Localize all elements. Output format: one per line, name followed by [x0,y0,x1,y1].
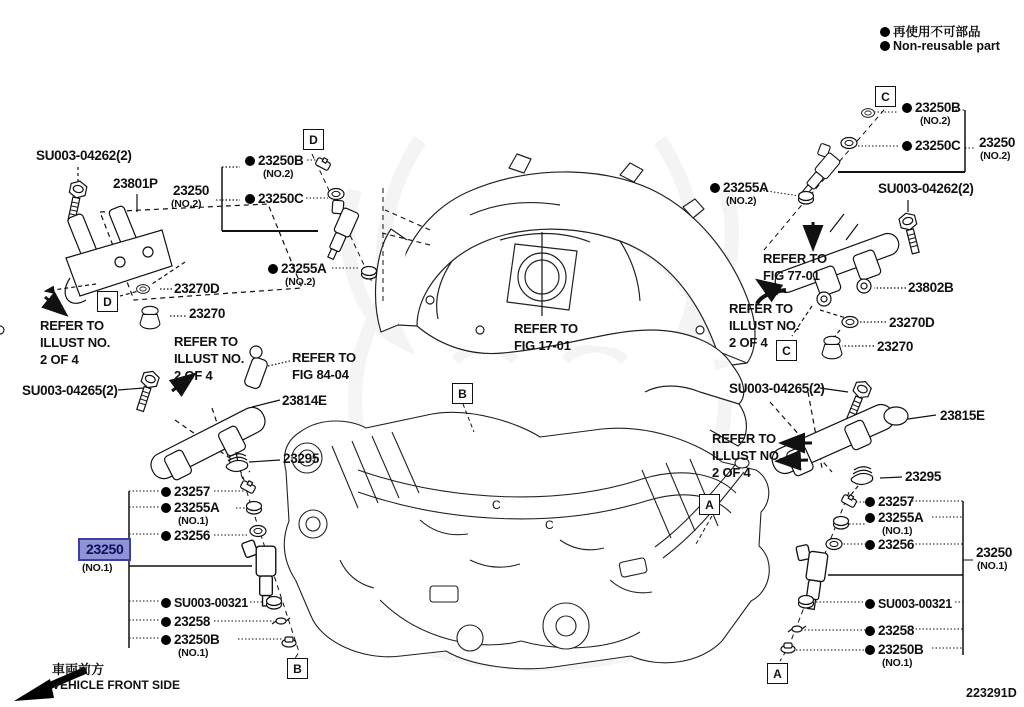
refer-fig-17-01: REFER TO FIG 17-01 [514,321,578,353]
non-reusable-dot-icon [880,27,890,37]
non-reusable-dot-icon [865,645,875,655]
clip-mark-c2: C [545,518,554,532]
part-label-su003-04265-right[interactable]: SU003-04265(2) [729,381,825,396]
view-box-a-bottom[interactable]: A [767,663,788,684]
right-fuel-rail-drawing [768,379,908,496]
part-sub-no2: (NO.2) [920,115,951,127]
part-sub-no2: (NO.2) [263,168,294,180]
non-reusable-dot-icon [880,41,890,51]
part-sub-no2: (NO.2) [726,195,757,207]
view-box-d-left[interactable]: D [97,291,118,312]
view-box-b-bottom[interactable]: B [287,658,308,679]
right-top-chain [760,109,898,250]
part-sub-no1: (NO.1) [977,560,1008,572]
part-label-23258-right[interactable]: 23258 [865,624,914,638]
refer-fig-84-04: REFER TO FIG 84-04 [292,350,356,382]
non-reusable-dot-icon [268,264,278,274]
part-label-23257-left[interactable]: 23257 [161,485,210,499]
clip-mark-c1: C [492,498,501,512]
legend-nonreusable-jp: 再使用不可部品 [880,22,981,40]
part-sub-no1: (NO.1) [882,525,913,537]
part-label-23815e[interactable]: 23815E [940,408,985,423]
non-reusable-dot-icon [902,141,912,151]
view-box-d-top[interactable]: D [303,129,324,150]
part-label-23250b-right[interactable]: 23250B [902,101,961,115]
part-label-su003-04262-right[interactable]: SU003-04262(2) [878,181,974,196]
legend-nonreusable-en: Non-reusable part [880,39,1000,53]
view-box-a-mid[interactable]: A [699,494,720,515]
part-label-23270d-left[interactable]: 23270D [174,281,220,296]
part-label-su003-00321-left[interactable]: SU003-00321 [161,596,248,610]
part-sub-no1: (NO.1) [82,562,113,574]
refer-illust-mid: REFER TO ILLUST NO. 2 OF 4 [174,334,245,383]
non-reusable-dot-icon [161,487,171,497]
non-reusable-dot-icon [161,598,171,608]
part-label-23255a-left[interactable]: 23255A [268,262,327,276]
d-chain-top [311,154,383,302]
part-label-23258-left[interactable]: 23258 [161,615,210,629]
refer-fig-77-01: REFER TO FIG 77-01 [763,251,827,283]
non-reusable-dot-icon [161,617,171,627]
non-reusable-dot-icon [245,156,255,166]
non-reusable-dot-icon [902,103,912,113]
part-label-su003-04262-left[interactable]: SU003-04262(2) [36,148,132,163]
part-label-23250b-left-list[interactable]: 23250B [161,633,220,647]
vehicle-front-jp: 車両前方 [52,662,105,677]
refer-illust-right-top: REFER TO ILLUST NO. 2 OF 4 [729,301,800,350]
part-sub-no2: (NO.2) [285,276,316,288]
part-label-23257-right[interactable]: 23257 [865,495,914,509]
part-label-23295-left[interactable]: 23295 [283,451,320,466]
part-sub-no1: (NO.1) [178,647,209,659]
refer-illust-right-bottom: REFER TO ILLUST NO. 2 OF 4 [712,431,783,480]
non-reusable-dot-icon [865,497,875,507]
non-reusable-dot-icon [865,599,875,609]
part-label-23250b-left[interactable]: 23250B [245,154,304,168]
part-label-su003-00321-right[interactable]: SU003-00321 [865,597,952,611]
non-reusable-dot-icon [161,531,171,541]
view-box-c-mid[interactable]: C [776,340,797,361]
part-label-23801p[interactable]: 23801P [113,176,158,191]
engine-block-drawing [284,412,769,668]
view-box-b-mid[interactable]: B [452,383,473,404]
part-label-23270d-right[interactable]: 23270D [889,315,935,330]
part-sub-no1: (NO.1) [882,657,913,669]
part-label-23250-no1-right[interactable]: 23250 [976,545,1013,560]
non-reusable-dot-icon [865,540,875,550]
right-injector-chain [780,492,857,661]
part-sub-no2: (NO.2) [171,198,202,210]
view-box-c-top[interactable]: C [875,86,896,107]
part-label-23814e[interactable]: 23814E [282,393,327,408]
part-sub-no1: (NO.1) [178,515,209,527]
part-label-23270-left[interactable]: 23270 [189,306,226,321]
drawing-code: 223291D [966,686,1017,700]
part-label-23255a-right[interactable]: 23255A [710,181,769,195]
part-label-su003-04265-left[interactable]: SU003-04265(2) [22,383,118,398]
non-reusable-dot-icon [710,183,720,193]
part-sub-no2: (NO.2) [980,150,1011,162]
non-reusable-dot-icon [161,635,171,645]
part-label-23256-right[interactable]: 23256 [865,538,914,552]
non-reusable-dot-icon [865,513,875,523]
non-reusable-dot-icon [161,503,171,513]
refer-illust-left: REFER TO ILLUST NO. 2 OF 4 [40,318,111,367]
vehicle-front-en: VEHICLE FRONT SIDE [52,678,181,692]
part-label-23250b-right-list[interactable]: 23250B [865,643,924,657]
part-label-23255a-left-list[interactable]: 23255A [161,501,220,515]
non-reusable-dot-icon [245,194,255,204]
part-label-23802b[interactable]: 23802B [908,280,954,295]
part-label-23295-right[interactable]: 23295 [905,469,942,484]
part-label-23250-no2-right[interactable]: 23250 [979,135,1016,150]
part-label-23250-no1-highlighted[interactable]: 23250 [78,538,131,561]
part-label-23270-right[interactable]: 23270 [877,339,914,354]
part-label-23250c-left[interactable]: 23250C [245,192,304,206]
part-label-23250-no2-left[interactable]: 23250 [173,183,210,198]
part-label-23250c-right[interactable]: 23250C [902,139,961,153]
part-label-23255a-right-list[interactable]: 23255A [865,511,924,525]
non-reusable-dot-icon [865,626,875,636]
part-label-23256-left[interactable]: 23256 [161,529,210,543]
